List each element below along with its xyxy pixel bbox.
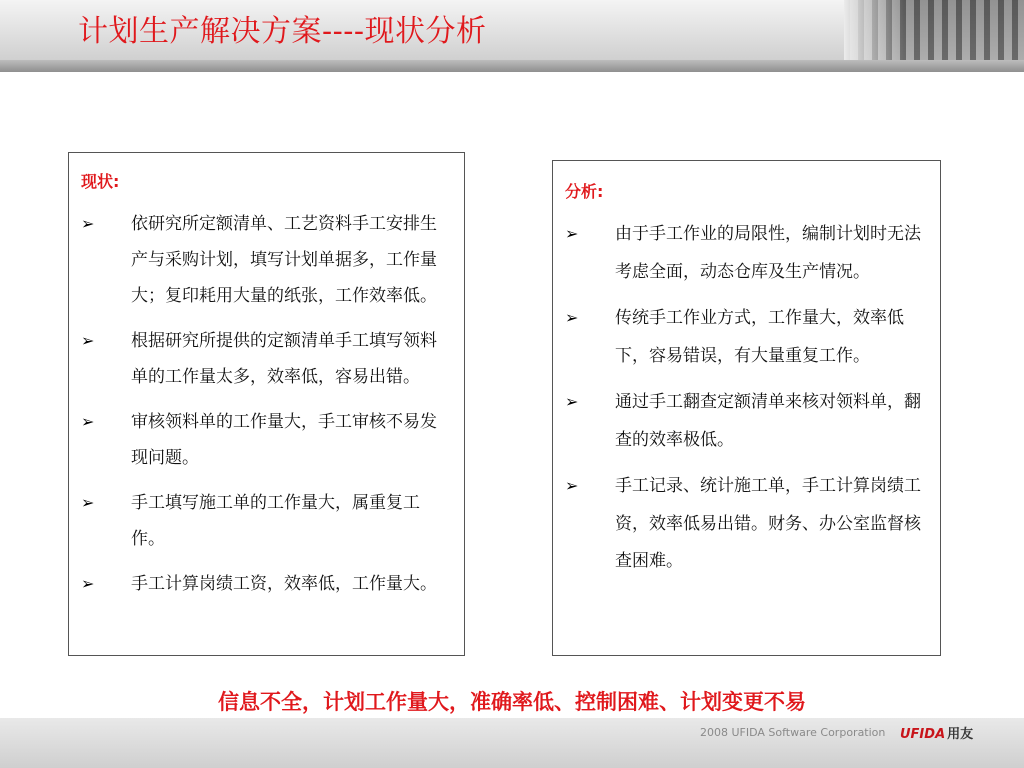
footer-copyright: 2008 UFIDA Software Corporation [700,726,886,739]
list-item-text: 根据研究所提供的定额清单手工填写领料单的工作量太多，效率低，容易出错。 [131,331,437,387]
slide-title: 计划生产解决方案----现状分析 [78,14,487,49]
list-item [565,468,926,581]
list-item [81,404,450,476]
arrow-bullet-icon: ➢ [565,224,579,243]
arrow-bullet-icon: ➢ [565,392,579,411]
company-logo [900,723,973,742]
list-item-text: 传统手工作业方式，工作量大，效率低下，容易错误，有大量重复工作。 [615,308,904,366]
list-item [81,566,450,602]
analysis-heading: 分析: [565,182,604,201]
list-item-text: 通过手工翻查定额清单来核对领料单，翻查的效率极低。 [615,392,921,450]
list-item [565,300,926,375]
current-status-list [81,206,450,602]
current-status-box [68,152,465,656]
list-item [565,384,926,459]
list-item [565,216,926,291]
arrow-bullet-icon: ➢ [81,412,95,431]
logo-text-cn: 用友 [947,727,974,742]
analysis-list [565,216,926,581]
arrow-bullet-icon: ➢ [565,476,579,495]
header-divider-bar [0,60,1024,72]
list-item-text: 审核领料单的工作量大，手工审核不易发现问题。 [131,412,437,468]
list-item-text: 手工填写施工单的工作量大，属重复工作。 [131,493,420,549]
summary-statement: 信息不全，计划工作量大，准确率低、控制困难、计划变更不易 [218,689,806,714]
list-item-text: 由于手工作业的局限性，编制计划时无法考虑全面，动态仓库及生产情况。 [615,224,921,282]
list-item [81,323,450,395]
list-item [81,485,450,557]
list-item-text: 依研究所定额清单、工艺资料手工安排生产与采购计划，填写计划单据多，工作量大；复印耗用大量的纸张，工作效率低。 [131,214,437,306]
analysis-box [552,160,941,656]
current-status-heading: 现状: [81,172,120,191]
list-item-text: 手工记录、统计施工单，手工计算岗绩工资，效率低易出错。财务、办公室监督核查困难。 [615,476,921,571]
list-item [81,206,450,314]
arrow-bullet-icon: ➢ [81,574,95,593]
arrow-bullet-icon: ➢ [565,308,579,327]
logo-text: UFIDA [900,727,946,742]
arrow-bullet-icon: ➢ [81,331,95,350]
list-item-text: 手工计算岗绩工资，效率低，工作量大。 [131,574,437,594]
arrow-bullet-icon: ➢ [81,493,95,512]
header-banner [0,0,1024,72]
arrow-bullet-icon: ➢ [81,214,95,233]
